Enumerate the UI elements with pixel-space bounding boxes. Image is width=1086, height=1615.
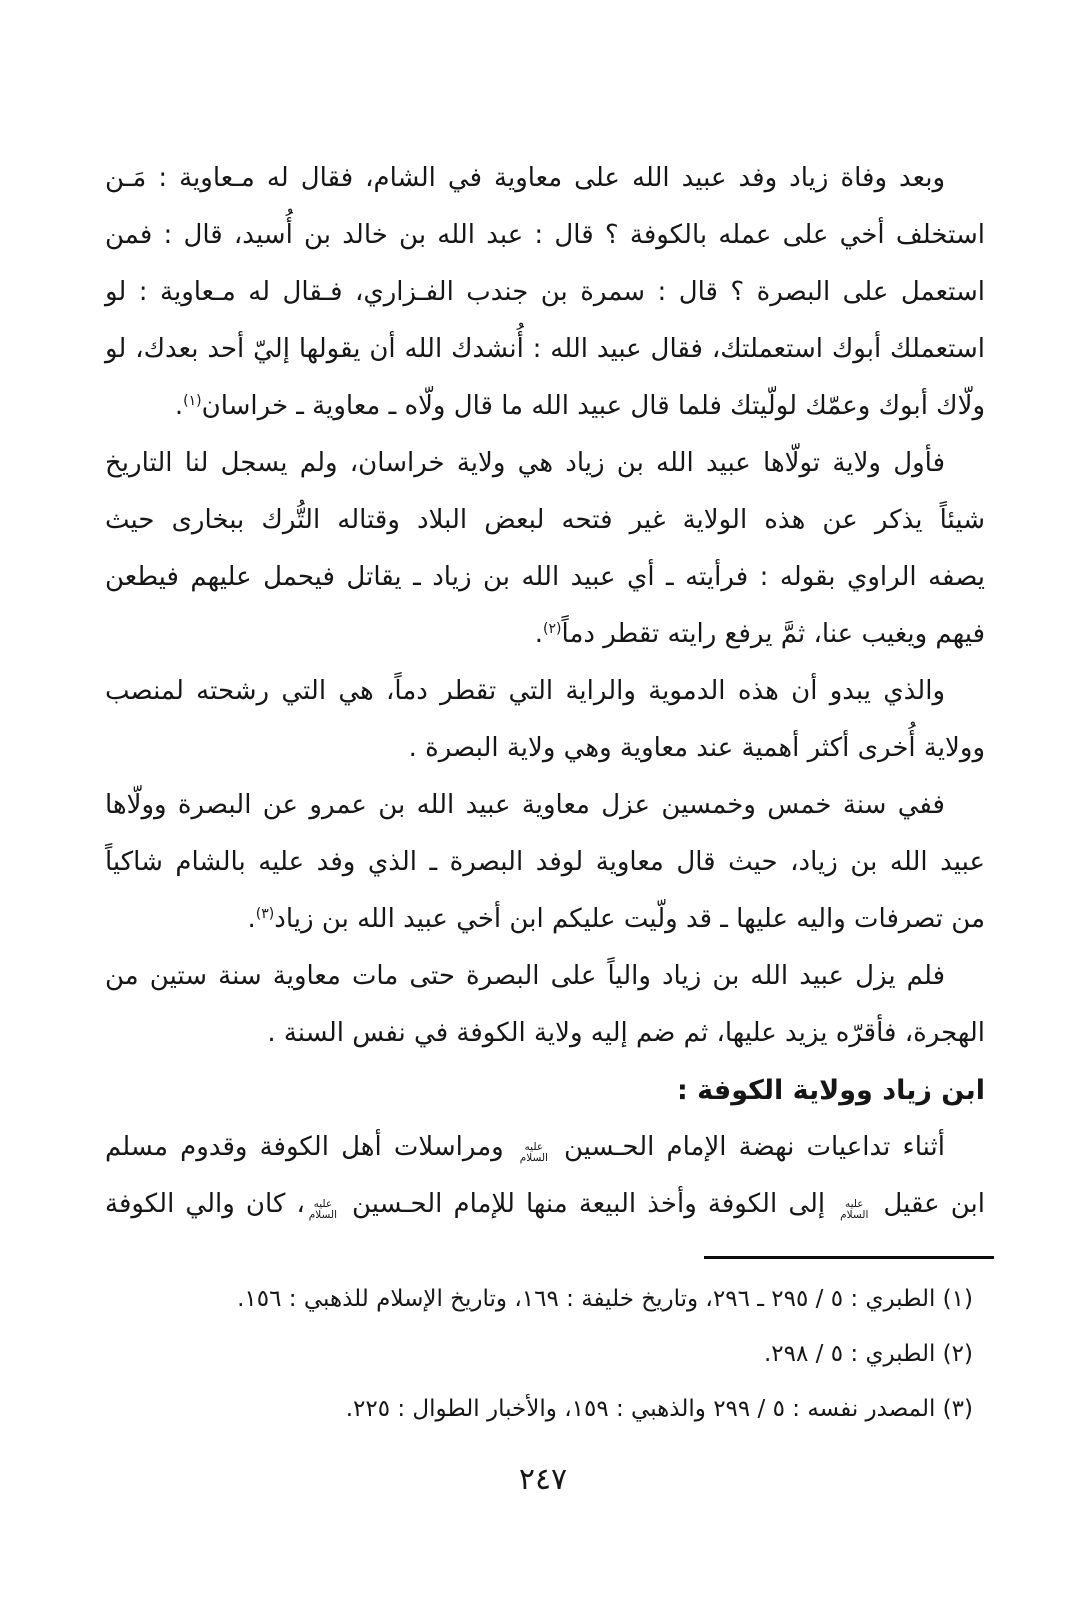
body-line <box>105 720 985 777</box>
body-line <box>105 150 985 207</box>
body-line <box>105 606 985 663</box>
footnote-item <box>105 1272 985 1327</box>
body-line <box>105 777 985 834</box>
line-text: إلى الكوفة وأخذ البيعة منها للإمام الحـسين <box>340 1189 837 1219</box>
line-text: شيئاً يذكر عن هذه الولاية غير فتحه لبعض البلاد وقتاله التُّرك ببخارى حيث <box>105 505 985 535</box>
body-line <box>105 435 985 492</box>
line-text: عبيد الله بن زياد، حيث قال معاوية لوفد البصرة ـ الذي وفد عليه بالشام شاكياً <box>105 847 985 877</box>
footnotes-block <box>105 1272 985 1437</box>
line-text: أثناء تداعيات نهضة الإمام الحـسين <box>551 1132 945 1162</box>
line-text: يصفه الراوي بقوله : فرأيته ـ أي عبيد الله بن زياد ـ يقاتل فيحمل عليهم فيطعن <box>105 562 985 592</box>
line-text: استعمل على البصرة ؟ قال : سمرة بن جندب الفـزاري، فـقال له مـعاوية : لو <box>105 277 985 307</box>
line-text: فلم يزل عبيد الله بن زياد والياً على البصرة حتى مات معاوية سنة ستين من <box>105 961 945 991</box>
line-text: فأول ولاية تولّاها عبيد الله بن زياد هي ولاية خراسان، ولم يسجل لنا التاريخ <box>105 448 945 478</box>
body-line <box>105 321 985 378</box>
line-text: ابن عقيل <box>872 1189 985 1219</box>
line-text: . <box>534 619 544 649</box>
line-text: الهجرة، فأقرّه يزيد عليها، ثم ضم إليه ولاية الكوفة في نفس السنة . <box>267 1018 985 1048</box>
line-text: ولّاك أبوك وعمّك لولّيتك فلما قال عبيد الله ما قال ولّاه ـ معاوية ـ خراسان <box>201 391 985 421</box>
footnote-text: (١) الطبري : ٥ / ٢٩٥ ـ ٢٩٦، وتاريخ خليفة : ١٦٩، وتاريخ الإسلام للذهبي : ١٥٦. <box>237 1286 973 1312</box>
line-text: من تصرفات واليه عليها ـ قد ولّيت عليكم ابن أخي عبيد الله بن زياد <box>274 904 985 934</box>
footnote-separator <box>704 1256 994 1259</box>
body-line <box>105 1119 985 1176</box>
section-heading-text: ابن زياد وولاية الكوفة : <box>676 1075 985 1106</box>
section-heading <box>105 1062 985 1119</box>
footnote-item <box>105 1382 985 1437</box>
line-text: والذي يبدو أن هذه الدموية والراية التي تقطر دماً، هي التي رشحته لمنصب <box>105 676 945 706</box>
body-line <box>105 549 985 606</box>
footnote-ref-3: (٣) <box>255 906 275 922</box>
body-line <box>105 207 985 264</box>
body-line <box>105 1005 985 1062</box>
footnote-ref-2: (٢) <box>543 621 562 637</box>
line-text: استعملك أبوك استعملتك، فقال عبيد الله : أُنشدك الله أن يقولها إليّ أحد بعدك، لو <box>105 334 985 364</box>
line-text: ومراسلات أهل الكوفة وقدوم مسلم <box>105 1132 516 1162</box>
body-line <box>105 492 985 549</box>
body-text-block <box>105 150 985 1233</box>
footnote-text: (٣) المصدر نفسه : ٥ / ٢٩٩ والذهبي : ١٥٩، والأخبار الطوال : ٢٢٥. <box>345 1396 973 1422</box>
body-line <box>105 948 985 1005</box>
footnote-item <box>105 1327 985 1382</box>
honorific-alayhis-salam: عليه السلام <box>519 1140 548 1164</box>
page-number: ٢٤٧ <box>518 1462 568 1497</box>
line-text: . <box>174 391 184 421</box>
line-text: ففي سنة خمس وخمسين عزل معاوية عبيد الله بن عمرو عن البصرة وولّاها <box>105 790 945 820</box>
footnote-text: (٢) الطبري : ٥ / ٢٩٨. <box>763 1341 973 1367</box>
line-text: فيهم ويغيب عنا، ثمَّ يرفع رايته تقطر دماً <box>561 619 985 649</box>
line-text: ، كان والي الكوفة <box>105 1189 305 1219</box>
line-text: وبعد وفاة زياد وفد عبيد الله على معاوية في الشام، فقال له مـعاوية : مَـن <box>105 163 945 193</box>
honorific-alayhis-salam: عليه السلام <box>308 1197 337 1221</box>
footnote-ref-1: (١) <box>183 393 202 409</box>
body-line <box>105 1176 985 1233</box>
body-line <box>105 663 985 720</box>
body-line <box>105 834 985 891</box>
body-line <box>105 891 985 948</box>
line-text: . <box>247 904 256 934</box>
body-line <box>105 378 985 435</box>
honorific-alayhis-salam: عليه السلام <box>840 1197 869 1221</box>
line-text: استخلف أخي على عمله بالكوفة ؟ قال : عبد الله بن خالد بن أُسيد، قال : فمن <box>105 220 985 250</box>
body-line <box>105 264 985 321</box>
line-text: وولاية أُخرى أكثر أهمية عند معاوية وهي ولاية البصرة . <box>408 733 985 763</box>
